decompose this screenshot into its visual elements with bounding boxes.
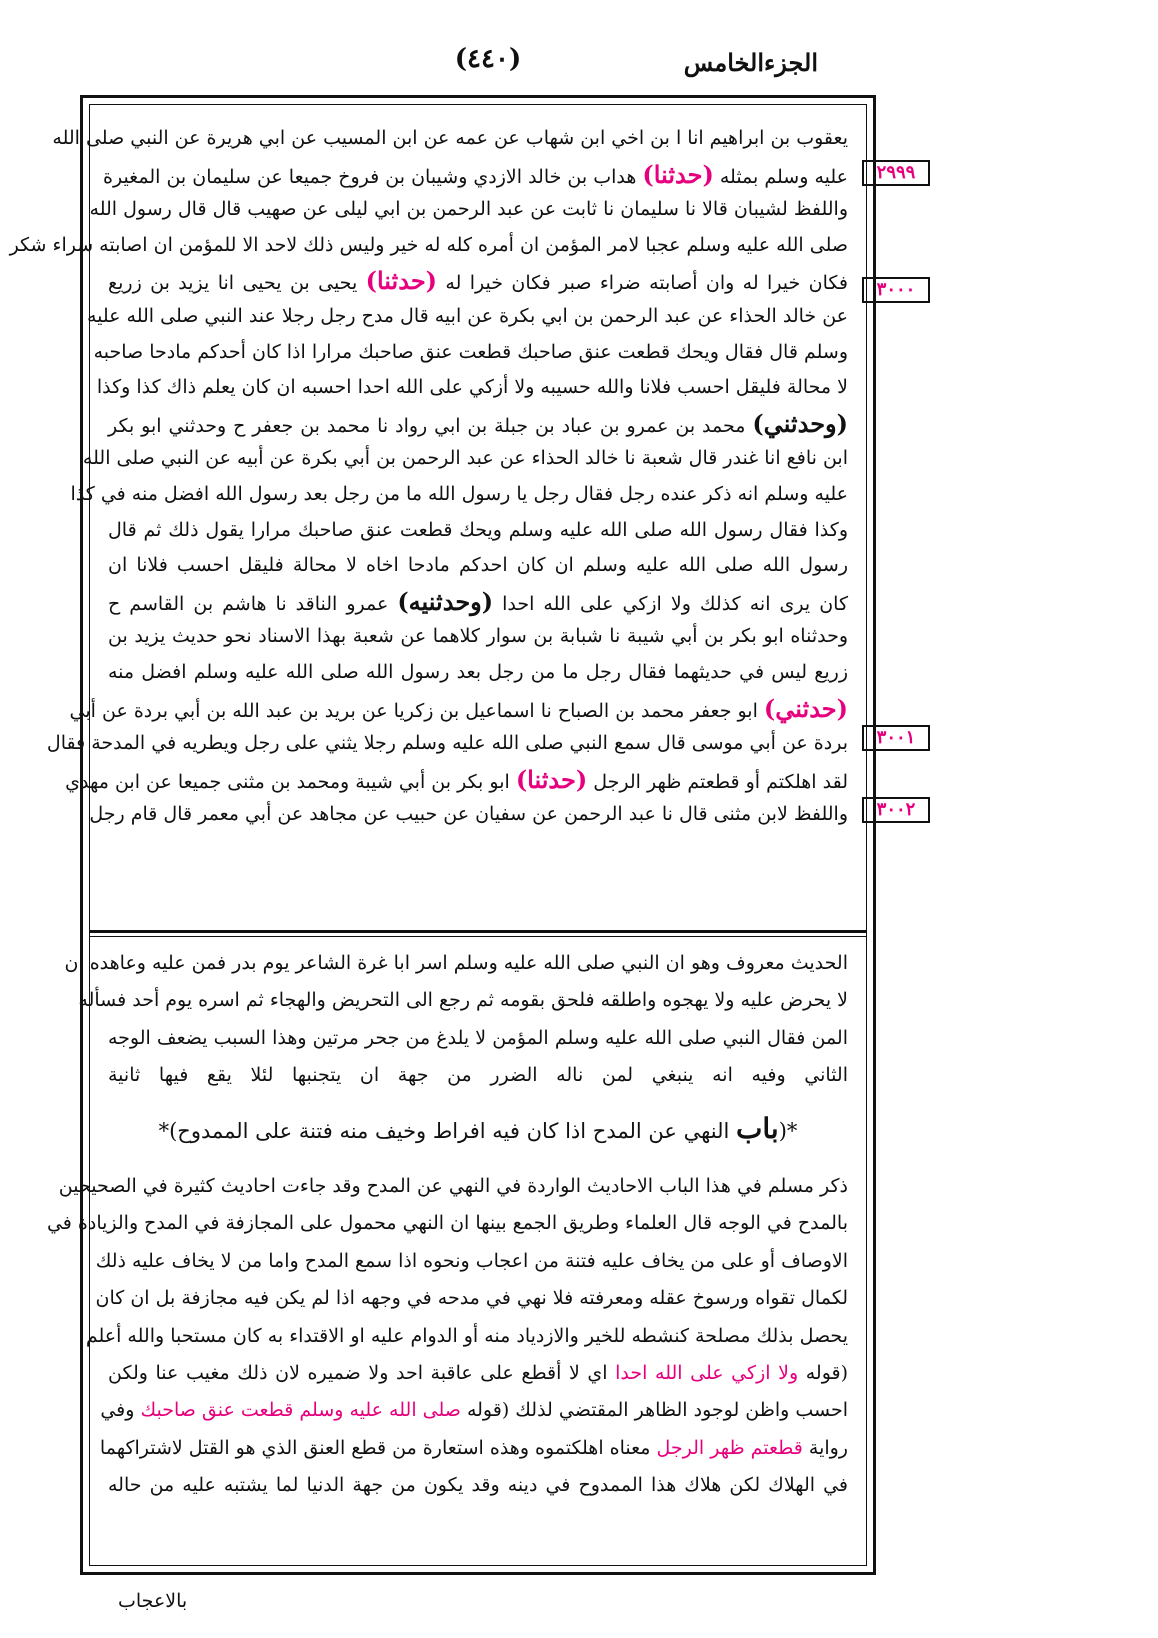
text-line: (وحدثني) محمد بن عمرو بن عباد بن جبلة بن ابي رواد نا محمد بن جعفر ح وحدثني ابو بكر <box>108 408 848 438</box>
hadith-number-3000: ٣٠٠٠ <box>862 277 930 303</box>
text-line: (حدثني) ابو جعفر محمد بن الصباح نا اسماعيل بن زكريا عن بريد بن عبد الله بن أبي بردة عن أبي <box>69 693 848 723</box>
text-line: لقد اهلكتم أو قطعتم ظهر الرجل (حدثنا) ابو بكر بن أبي شيبة ومحمد بن مثنى جميعا عن ابن مهدي <box>65 764 848 794</box>
section-divider <box>90 930 866 937</box>
commentary-line: الاوصاف أو على من يخاف عليه فتنة من اعجاب ونحوه اذا سمع المدح واما من لا يخاف عليه ذلك <box>95 1249 848 1272</box>
page-frame <box>9 95 876 1575</box>
quoted-phrase: صلى الله عليه وسلم قطعت عنق صاحبك <box>140 1399 461 1422</box>
commentary-line: رواية قطعتم ظهر الرجل معناه اهلكتموه وهذه استعارة من قطع العنق الذي هو القتل لاشتراكهما <box>99 1436 848 1459</box>
text-line: ابن نافع انا غندر قال شعبة نا خالد الحذاء عن عبد الرحمن بن أبي بكرة عن أبيه عن النبي صلى الله <box>82 447 848 470</box>
catchword: بالاعجاب <box>118 1590 188 1612</box>
chapter-title: *(باب النهي عن المدح اذا كان فيه افراط وخيف منه فتنة على الممدوح)* <box>158 1112 798 1145</box>
hadith-text <box>9 121 848 833</box>
text-line: عليه وسلم انه ذكر عنده رجل فقال رجل يا رسول الله ما من رجل بعد رسول الله افضل منه في كذا <box>70 482 848 505</box>
text-line: فكان خيرا له وان أصابته ضراء صبر فكان خيرا له (حدثنا) يحيى بن يحيى انا يزيد بن زريع <box>108 266 848 296</box>
text-line: وسلم قال فقال ويحك قطعت عنق صاحبك قطعت عنق صاحبك مرارا اذا كان أحدكم مادحا صاحبه <box>93 340 848 363</box>
commentary-line: ذكر مسلم في هذا الباب الاحاديث الواردة في النهي عن المدح وقد جاءت احاديث كثيرة في الصحيحين <box>58 1175 848 1197</box>
commentary-line: الحديث معروف وهو ان النبي صلى الله عليه وسلم اسر ابا غرة الشاعر يوم بدر فمن عليه وعاهده ان <box>64 952 848 974</box>
commentary-line: لكمال تقواه ورسوخ عقله ومعرفته فلا نهي في مدحه في وجهه اذا لم يكن فيه مجازفة بل ان كان <box>95 1287 848 1310</box>
narration-keyword: (وحدثني) <box>752 408 848 438</box>
commentary-line: بالمدح في الوجه قال العلماء وطريق الجمع بينها ان النهي محمول على المجازفة في المدح والزيادة في <box>46 1212 848 1235</box>
commentary-line: (قوله ولا ازكي على الله احدا اي لا أقطع على عاقبة احد ولا ضميره لان ذلك مغيب عنا ولكن <box>108 1361 848 1384</box>
narration-keyword: (حدثنا) <box>515 764 588 794</box>
part-title: الجزءالخامس <box>683 48 818 77</box>
text-line: عن خالد الحذاء عن عبد الرحمن بن ابي بكرة عن ابيه قال مدح رجل رجلا عند النبي صلى الله عليه <box>86 304 848 327</box>
text-line: صلى الله عليه وسلم عجبا لامر المؤمن ان أمره كله له خير وليس ذلك لاحد الا للمؤمن ان اصابته سراء شكر <box>9 233 848 256</box>
page-number: (٤٤٠) <box>454 44 522 74</box>
text-line: بردة عن أبي موسى قال سمع النبي صلى الله عليه وسلم رجلا يثني على رجل ويطريه في المدحة فقال <box>46 732 848 755</box>
commentary-line: لا يحرض عليه ولا يهجوه واطلقه فلحق بقومه ثم رجع الى التحريض والهجاء ثم اسره يوم أحد فسأله <box>78 989 848 1012</box>
hadith-number-3001: ٣٠٠١ <box>862 725 930 751</box>
text-line: زريع ليس في حديثهما فقال رجل ما من رجل بعد رسول الله صلى الله عليه وسلم افضل منه <box>108 660 848 683</box>
chapter-title-text: النهي عن المدح اذا كان فيه افراط وخيف منه فتنة على الممدوح <box>177 1119 730 1143</box>
narration-keyword: (حدثنا) <box>365 266 438 296</box>
quoted-phrase: ولا ازكي على الله احدا <box>615 1361 799 1384</box>
chapter-title-word: باب <box>736 1112 779 1145</box>
narration-keyword: (حدثني) <box>763 693 848 723</box>
commentary-bottom <box>46 1168 848 1505</box>
commentary-top <box>64 945 848 1095</box>
hadith-number-3002: ٣٠٠٢ <box>862 797 930 823</box>
commentary-line: المن فقال النبي صلى الله عليه وسلم المؤمن لا يلدغ من جحر مرتين وهذا السبب يضعف الوجه <box>108 1026 848 1049</box>
text-line: وكذا فقال رسول الله صلى الله عليه وسلم ويحك قطعت عنق صاحبك مرارا يقول ذلك ثم قال <box>108 518 848 541</box>
commentary-line: الثاني وفيه انه ينبغي لمن ناله الضرر من جهة ان يتجنبها لئلا يقع فيها ثانية <box>108 1064 848 1087</box>
text-line: وحدثناه ابو بكر بن أبي شيبة نا شبابة بن سوار كلاهما عن شعبة بهذا الاسناد نحو حديث يزيد بن <box>108 625 848 648</box>
narration-keyword: (حدثنا) <box>642 159 714 189</box>
text-line: كان يرى انه كذلك ولا ازكي على الله احدا (وحدثنيه) عمرو الناقد نا هاشم بن القاسم ح <box>108 586 848 616</box>
inner-frame <box>9 104 867 1566</box>
narration-keyword: (وحدثنيه) <box>397 586 494 616</box>
commentary-line: يحصل بذلك مصلحة كنشطه للخير والازدياد منه أو الدوام عليه او الاقتداء به كان مستحبا والله أعلم <box>85 1324 848 1347</box>
commentary-line: احسب واظن لوجود الظاهر المقتضي لذلك (قوله صلى الله عليه وسلم قطعت عنق صاحبك وفي <box>100 1399 848 1422</box>
text-line: عليه وسلم بمثله (حدثنا) هداب بن خالد الازدي وشيبان بن فروخ جميعا عن سليمان بن المغيرة <box>103 159 848 189</box>
hadith-number-2999: ٢٩٩٩ <box>862 160 930 186</box>
text-line: رسول الله صلى الله عليه وسلم ان كان احدكم مادحا اخاه لا محالة فليقل احسب فلانا ان <box>108 554 848 577</box>
text-line: واللفظ لابن مثنى قال نا عبد الرحمن عن سفيان عن حبيب عن مجاهد عن أبي معمر قال قام رجل <box>89 803 848 826</box>
text-line: واللفظ لشيبان قالا نا سليمان نا ثابت عن عبد الرحمن بن ابي ليلى عن صهيب قال قال رسول الله <box>89 198 848 221</box>
text-line: لا محالة فليقل احسب فلانا والله حسيبه ولا أزكي على الله احدا احسبه ان كان يعلم ذاك كذا وكذا <box>96 376 848 399</box>
commentary-line: في الهلاك لكن هلاك هذا الممدوح في دينه وقد يكون من جهة الدنيا لما يشتبه عليه من حاله <box>108 1474 848 1497</box>
quoted-phrase: قطعتم ظهر الرجل <box>656 1436 803 1459</box>
text-line: يعقوب بن ابراهيم انا ا بن اخي ابن شهاب عن عمه عن ابن المسيب عن ابي هريرة عن النبي صلى الله <box>52 127 848 149</box>
